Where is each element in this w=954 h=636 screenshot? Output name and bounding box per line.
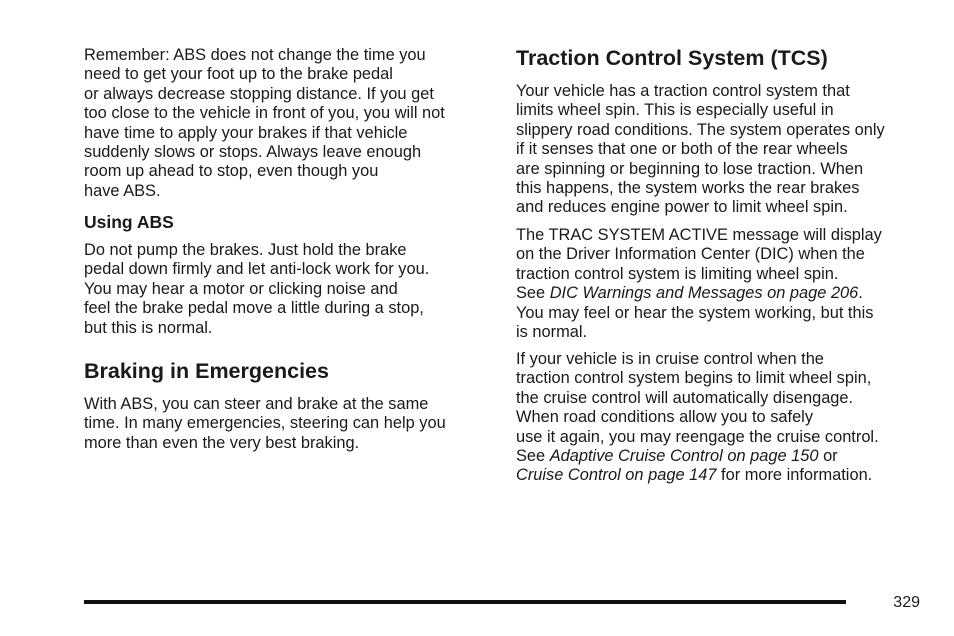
text-line: but this is normal. bbox=[84, 318, 213, 337]
text-line: You may feel or hear the system working, but this bbox=[516, 303, 874, 322]
braking-paragraph bbox=[84, 395, 446, 453]
text-line: have ABS. bbox=[84, 181, 161, 200]
braking-in-emergencies-heading: Braking in Emergencies bbox=[84, 359, 329, 383]
text-line: If your vehicle is in cruise control when the bbox=[516, 350, 824, 368]
text-line: this happens, the system works the rear brakes bbox=[516, 179, 860, 198]
cruise-control-link[interactable]: Cruise Control on page 147 bbox=[516, 466, 717, 485]
text-line: slippery road conditions. The system operates only bbox=[516, 120, 885, 139]
text-line: traction control system is limiting wheel spin. bbox=[516, 264, 839, 283]
text-line: time. In many emergencies, steering can help you bbox=[84, 414, 446, 433]
text-line: traction control system begins to limit wheel spin, bbox=[516, 369, 872, 388]
text-line: Your vehicle has a traction control system that bbox=[516, 82, 850, 100]
text-line: You may hear a motor or clicking noise and bbox=[84, 279, 398, 298]
text-line: or always decrease stopping distance. If you get bbox=[84, 84, 434, 103]
text-line: need to get your foot up to the brake pedal bbox=[84, 65, 393, 84]
text-line: are spinning or beginning to lose traction. When bbox=[516, 159, 864, 178]
see-prefix: See bbox=[516, 284, 550, 303]
text-line: is normal. bbox=[516, 323, 588, 342]
text-line: room up ahead to stop, even though you bbox=[84, 162, 379, 181]
tcs-intro-paragraph bbox=[516, 82, 885, 218]
text-line: too close to the vehicle in front of you, you will not bbox=[84, 104, 445, 123]
text-line bbox=[516, 466, 879, 485]
text-line: Remember: ABS does not change the time you bbox=[84, 46, 426, 64]
for-more-info-text: for more information. bbox=[716, 466, 873, 485]
text-line: the cruise control will automatically disengage. bbox=[516, 388, 854, 407]
text-line: feel the brake pedal move a little during a stop, bbox=[84, 299, 424, 318]
text-line bbox=[516, 447, 879, 466]
using-abs-heading: Using ABS bbox=[84, 212, 174, 232]
abs-remember-paragraph bbox=[84, 46, 445, 201]
tcs-heading: Traction Control System (TCS) bbox=[516, 46, 828, 70]
dic-warnings-link[interactable]: DIC Warnings and Messages on page 206 bbox=[549, 284, 859, 303]
text-line: and reduces engine power to limit wheel spin. bbox=[516, 198, 848, 217]
footer-rule bbox=[84, 600, 846, 604]
text-line: on the Driver Information Center (DIC) when the bbox=[516, 245, 865, 264]
text-line: When road conditions allow you to safely bbox=[516, 408, 814, 427]
text-line: limits wheel spin. This is especially useful in bbox=[516, 101, 834, 120]
text-line bbox=[516, 284, 882, 303]
or-text: or bbox=[818, 447, 838, 466]
text-line: have time to apply your brakes if that vehicle bbox=[84, 123, 408, 142]
text-line: more than even the very best braking. bbox=[84, 433, 360, 452]
page-number: 329 bbox=[893, 594, 920, 611]
see-prefix: See bbox=[516, 447, 550, 466]
text-line: if it senses that one or both of the rear wheels bbox=[516, 140, 848, 159]
text-line: With ABS, you can steer and brake at the same bbox=[84, 395, 429, 413]
trac-message-paragraph bbox=[516, 226, 882, 342]
text-line: use it again, you may reengage the cruise control. bbox=[516, 427, 879, 446]
using-abs-paragraph bbox=[84, 241, 429, 338]
cruise-control-paragraph bbox=[516, 350, 879, 486]
text-line: Do not pump the brakes. Just hold the brake bbox=[84, 241, 407, 259]
text-line: pedal down firmly and let anti-lock work for you. bbox=[84, 260, 430, 279]
adaptive-cruise-control-link[interactable]: Adaptive Cruise Control on page 150 bbox=[549, 447, 819, 466]
text-line: The TRAC SYSTEM ACTIVE message will display bbox=[516, 226, 882, 244]
text-line: suddenly slows or stops. Always leave enough bbox=[84, 143, 422, 162]
see-suffix: . bbox=[858, 284, 863, 303]
